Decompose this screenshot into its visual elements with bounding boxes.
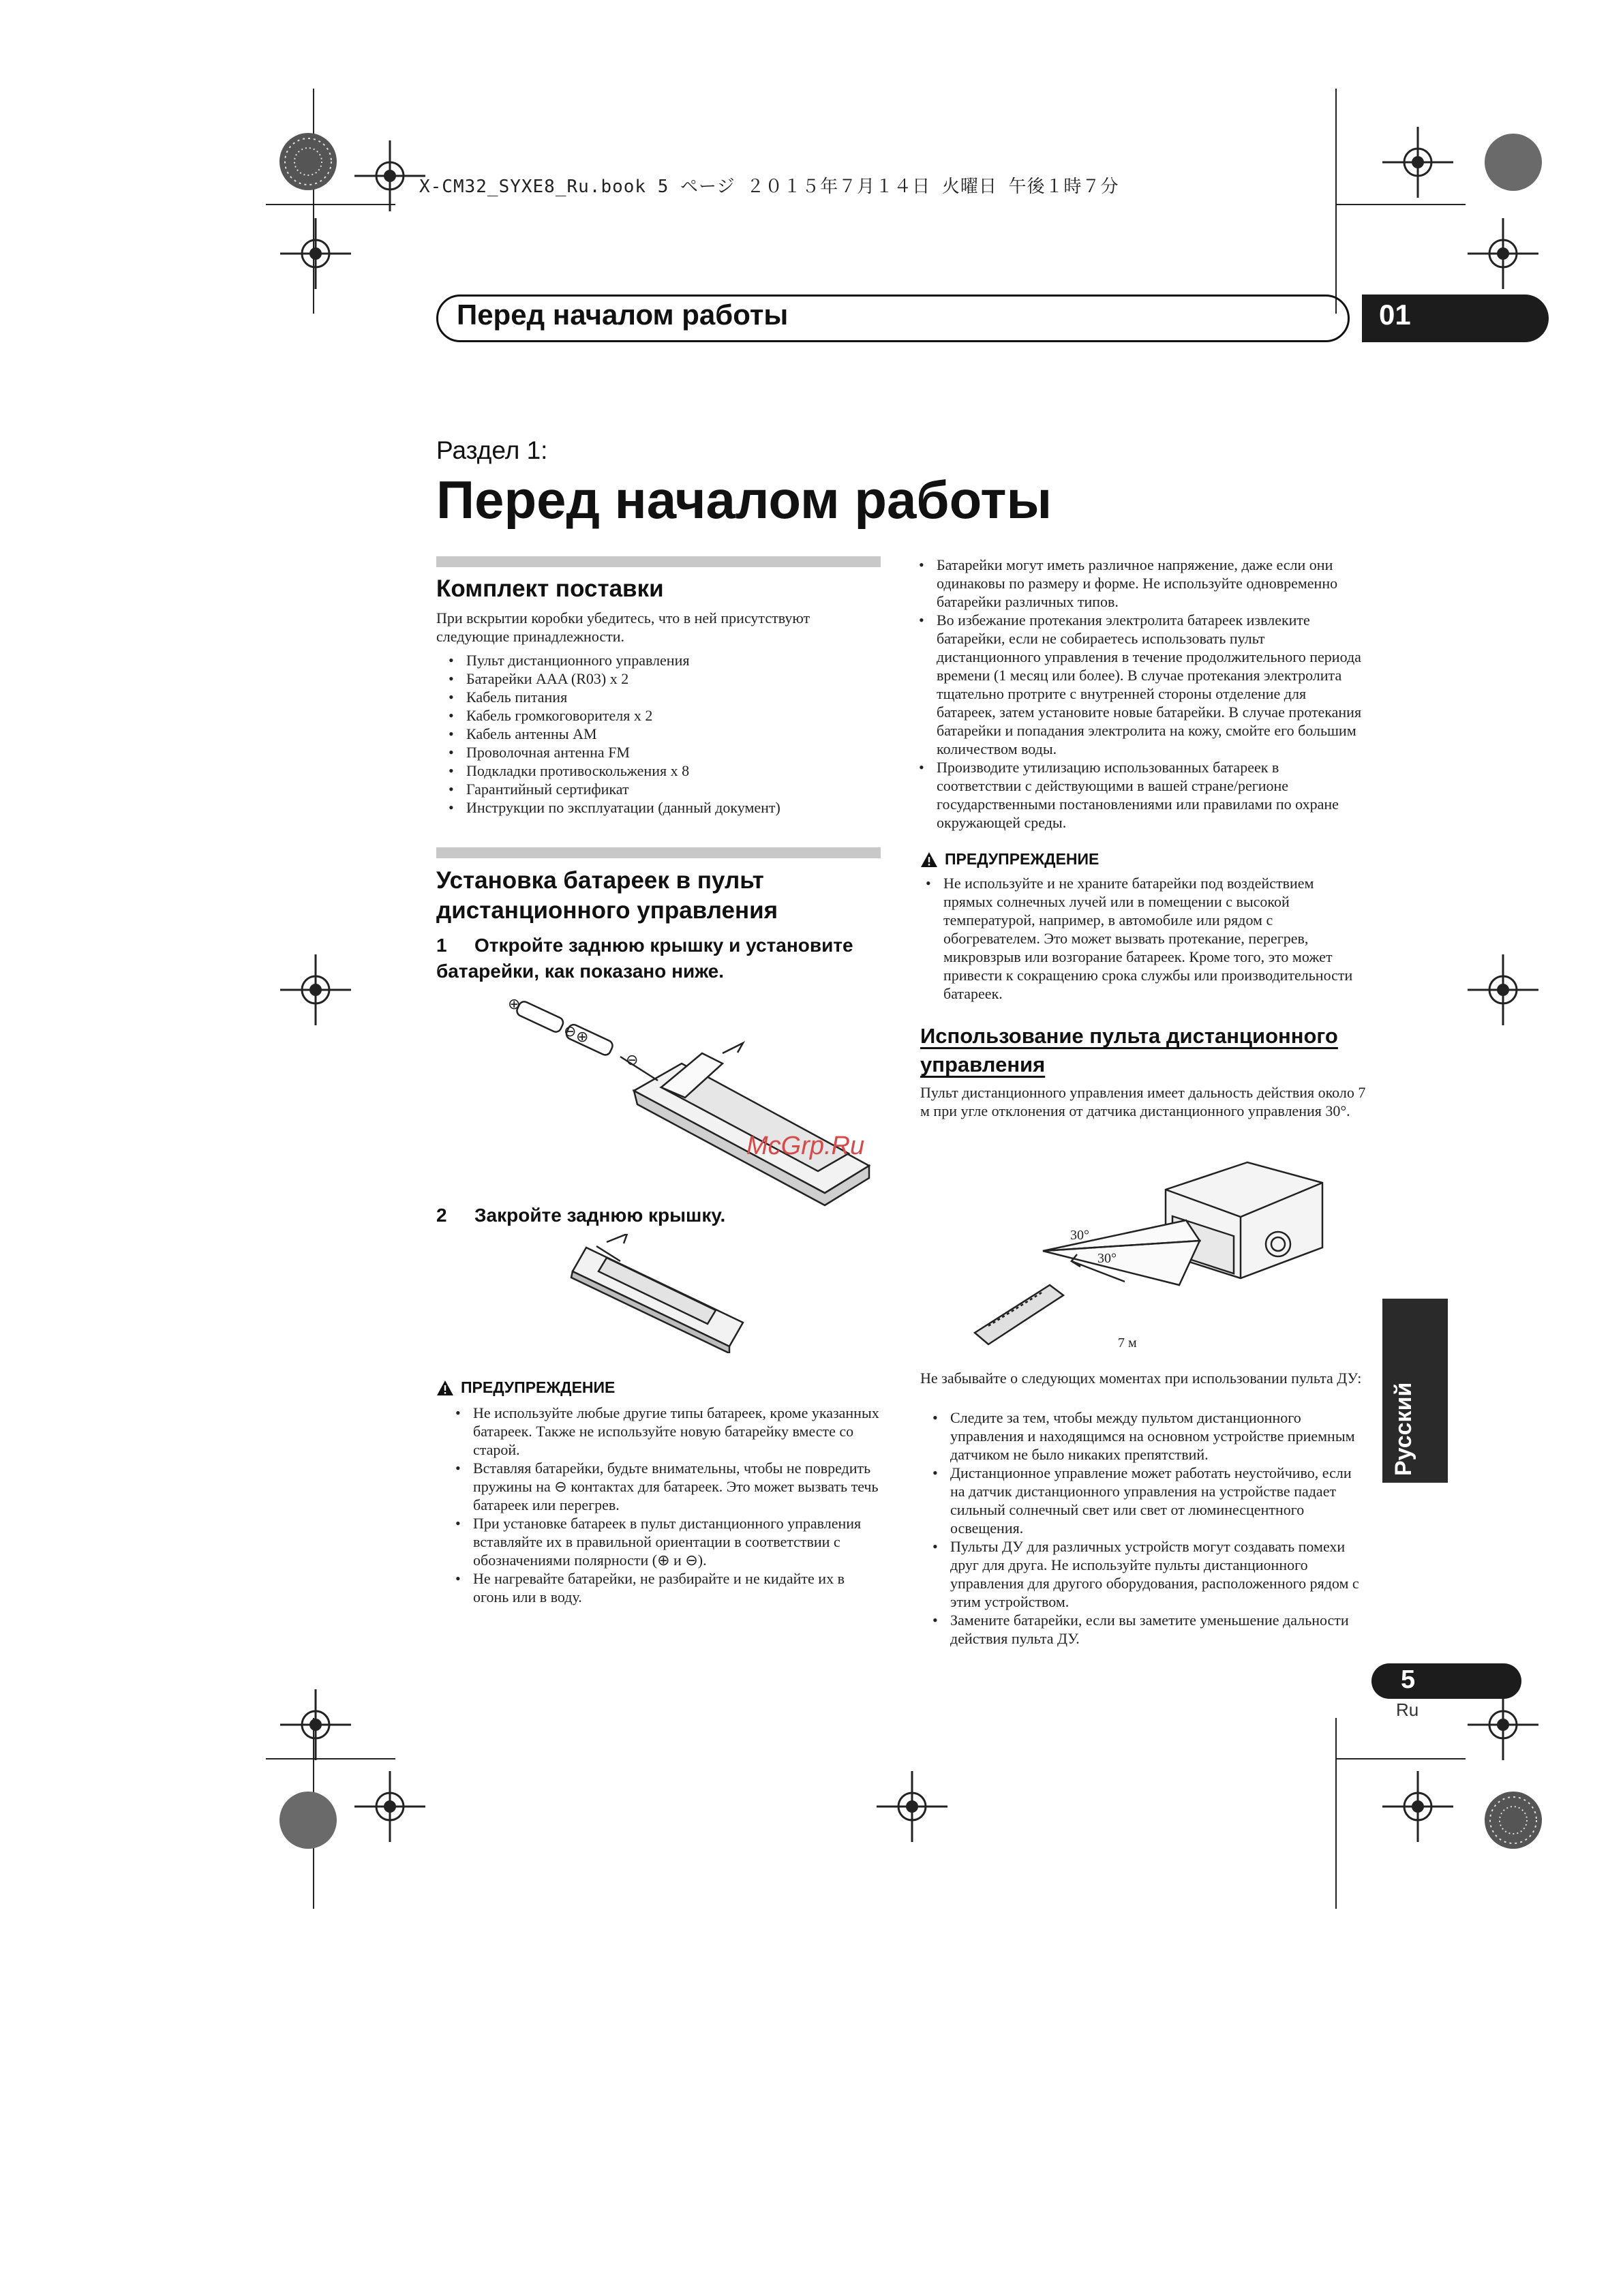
remote-notes-list bbox=[927, 1408, 1367, 1648]
warning-list bbox=[920, 874, 1367, 1003]
warning-left bbox=[436, 1378, 886, 1606]
step-text: батарейки, как показано ниже. bbox=[436, 961, 725, 982]
battery-insert-illustration bbox=[498, 988, 879, 1207]
section-title: Перед началом работы bbox=[436, 470, 1052, 530]
range-distance-label: 7 м bbox=[1118, 1335, 1137, 1350]
list-item: • Следите за тем, чтобы между пультом дистанционного управления и находящимся на основном устройстве приемным датчиком не было никаких препятствий. bbox=[927, 1408, 1367, 1464]
list-item: • Дистанционное управление может работать неустойчиво, если на датчик дистанционного управления на устройстве падает сильный солнечный свет или свет от люминесцентного освещения. bbox=[927, 1464, 1367, 1537]
step-number: 1 bbox=[436, 935, 447, 956]
step-number: 2 bbox=[436, 1205, 447, 1226]
kit-list bbox=[443, 651, 879, 817]
list-item: • Подкладки противоскольжения x 8 bbox=[443, 761, 879, 780]
battery-plus-mark: ⊕ bbox=[576, 1029, 589, 1046]
warning-right bbox=[920, 850, 1370, 1003]
warning-list bbox=[436, 1404, 879, 1606]
kit-intro: При вскрытии коробки убедитесь, что в ней присутствуют следующие принадлежности. bbox=[436, 609, 810, 645]
range-angle-label: 30° bbox=[1097, 1251, 1117, 1266]
remote-range-illustration bbox=[954, 1152, 1336, 1357]
battery-notes-list bbox=[913, 556, 1367, 832]
list-item: • Не используйте и не храните батарейки под воздействием прямых солнечных лучей или в помещении с высокой температурой, например, в автомобиле или рядом с обогревателем. Это может вызвать протекание, перегрев, микровзрыв или возгорание батареек. Кроме того, это может привести к сокращению срока службы или производительности батареек. bbox=[920, 874, 1367, 1003]
page-language: Ru bbox=[1396, 1700, 1419, 1720]
install-heading-line2: дистанционного управления bbox=[436, 897, 778, 924]
battery-minus-mark: ⊖ bbox=[626, 1052, 639, 1069]
warning-title: ПРЕДУПРЕЖДЕНИЕ bbox=[461, 1378, 616, 1396]
list-item: • Батарейки AAA (R03) x 2 bbox=[443, 669, 879, 688]
install-step-1 bbox=[436, 933, 886, 984]
list-item: • Кабель питания bbox=[443, 688, 879, 706]
install-step-2 bbox=[436, 1203, 886, 1228]
list-item: • Батарейки могут иметь различное напряжение, даже если они одинаковы по размеру и форме. Не используйте одновременно батарейки различных типов. bbox=[913, 556, 1367, 611]
warning-title: ПРЕДУПРЕЖДЕНИЕ bbox=[945, 850, 1099, 868]
list-item: • Замените батарейки, если вы заметите уменьшение дальности действия пульта ДУ. bbox=[927, 1611, 1367, 1648]
install-heading-line1: Установка батареек в пульт bbox=[436, 867, 764, 894]
list-item: • Пульты ДУ для различных устройств могут создавать помехи друг для друга. Не используйте пульты дистанционного управления для другого оборудования, расположенного рядом с этим устройством. bbox=[927, 1537, 1367, 1611]
closed-cover-illustration bbox=[566, 1234, 763, 1353]
list-item: • Инструкции по эксплуатации (данный документ) bbox=[443, 798, 879, 817]
remote-use-heading-line2: управления bbox=[920, 1053, 1046, 1076]
list-item: • Кабель антенны AM bbox=[443, 725, 879, 743]
list-item: • Пульт дистанционного управления bbox=[443, 651, 879, 669]
range-angle-label: 30° bbox=[1070, 1228, 1089, 1243]
chapter-number: 01 bbox=[1379, 299, 1411, 331]
step-text: Закройте заднюю крышку. bbox=[474, 1205, 726, 1226]
list-item: • Вставляя батарейки, будьте внимательны, чтобы не повредить пружины на ⊖ контактах для батареек. Это может вызвать течь батареек или перегрев. bbox=[450, 1459, 879, 1514]
step-text: Откройте заднюю крышку и установите bbox=[474, 935, 853, 956]
remote-notes-intro: Не забывайте о следующих моментах при использовании пульта ДУ: bbox=[920, 1370, 1362, 1387]
list-item: • Не нагревайте батарейки, не разбирайте и не кидайте их в огонь или в воду. bbox=[450, 1569, 879, 1606]
list-item: • Не используйте любые другие типы батареек, кроме указанных батареек. Также не используйте новую батарейку вместе со старой. bbox=[450, 1404, 879, 1459]
remote-use-heading-line1: Использование пульта дистанционного bbox=[920, 1024, 1338, 1048]
chapter-title: Перед началом работы bbox=[457, 299, 789, 331]
list-item: • Во избежание протекания электролита батареек извлеките батарейки, если не собираетесь использовать пульт дистанционного управления в течение продолжительного периода времени (1 месяц или более). В случае протекания электролита тщательно протрите с внутренней стороны отделение для батареек, затем установите новые батарейки. В случае протекания батарейки и попадания электролита на кожу, смойте его большим количеством воды. bbox=[913, 611, 1367, 758]
warning-icon bbox=[436, 1380, 454, 1396]
kit-heading: Комплект поставки bbox=[436, 575, 664, 602]
language-tab-label: Русский bbox=[1391, 1382, 1416, 1476]
section-label: Раздел 1: bbox=[436, 436, 548, 464]
section-rule bbox=[436, 556, 881, 567]
page-number: 5 bbox=[1401, 1665, 1416, 1694]
page-number-tab bbox=[1371, 1663, 1521, 1699]
install-heading bbox=[436, 866, 886, 926]
list-item: • Гарантийный сертификат bbox=[443, 780, 879, 798]
remote-use-intro: Пульт дистанционного управления имеет дальность действия около 7 м при угле отклонения от датчика дистанционного управления 30°. bbox=[920, 1084, 1366, 1119]
section-rule bbox=[436, 847, 881, 858]
list-item: • При установке батареек в пульт дистанционного управления вставляйте их в правильной ориентации в соответствии с обозначениями полярности (⊕ и ⊖). bbox=[450, 1514, 879, 1569]
warning-icon bbox=[920, 851, 938, 868]
watermark: McGrp.Ru bbox=[746, 1132, 865, 1160]
battery-plus-mark: ⊕ bbox=[508, 996, 521, 1013]
remote-use-heading bbox=[920, 1022, 1384, 1079]
list-item: • Проволочная антенна FM bbox=[443, 743, 879, 761]
list-item: • Производите утилизацию использованных батареек в соответствии с действующими в вашей стране/регионе государственными постановлениями или правилами по охране окружающей среды. bbox=[913, 758, 1367, 832]
battery-minus-mark: ⊖ bbox=[564, 1023, 577, 1040]
print-header: X-CM32_SYXE8_Ru.book 5 ページ ２０１５年７月１４日 火曜日 午後１時７分 bbox=[419, 177, 1119, 197]
list-item: • Кабель громкоговорителя x 2 bbox=[443, 706, 879, 725]
